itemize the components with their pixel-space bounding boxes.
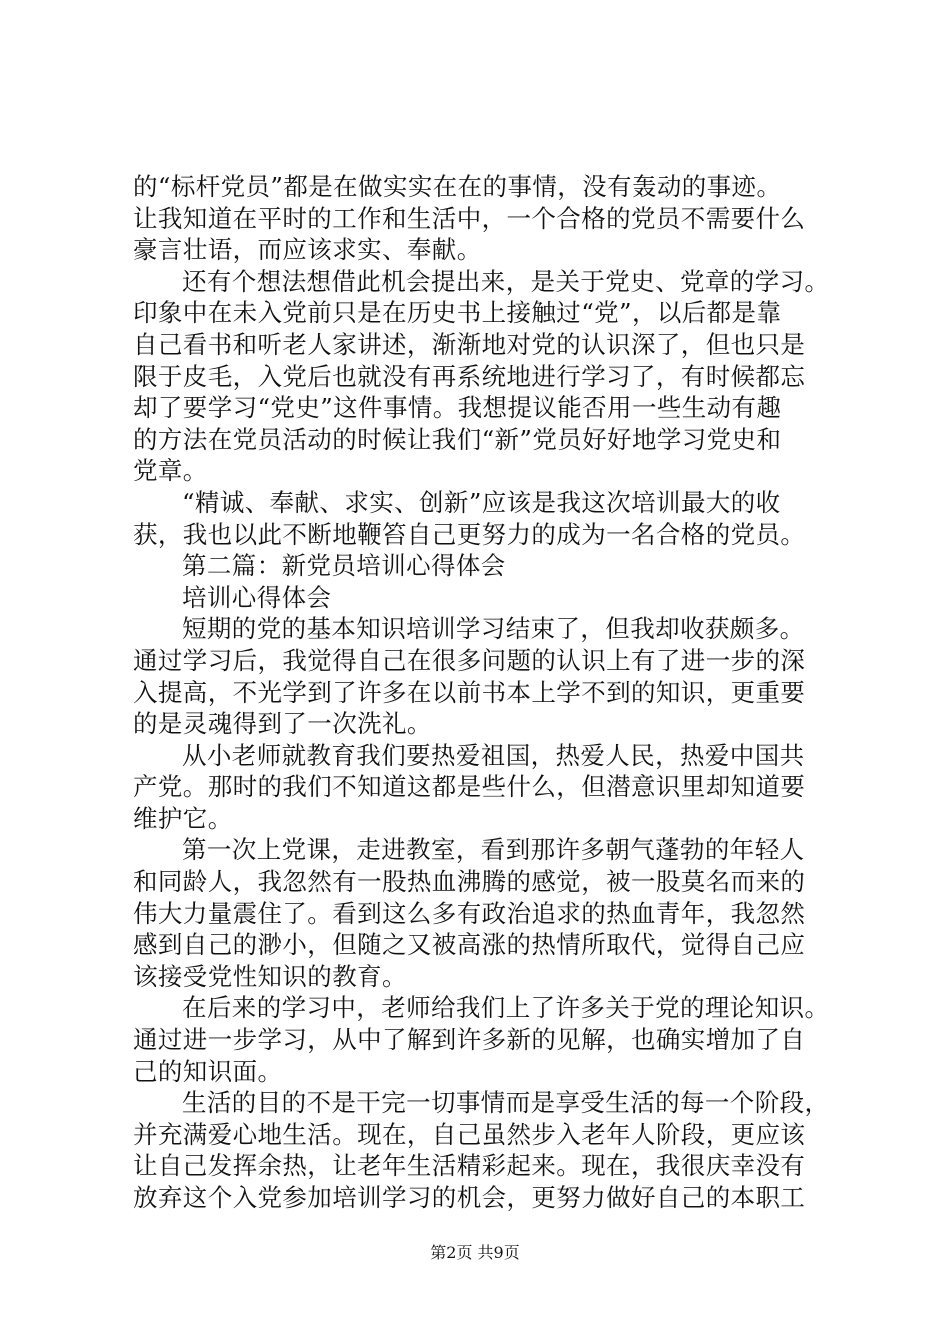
- text-line: 还有个想法想借此机会提出来，是关于党史、党章的学习。: [182, 266, 830, 296]
- page-footer: 第2页 共9页: [430, 1243, 520, 1262]
- text-line: 入提高，不光学到了许多在以前书本上学不到的知识，更重要: [133, 677, 806, 707]
- text-line: 和同龄人，我忽然有一股热血沸腾的感觉，被一股莫名而来的: [133, 867, 806, 897]
- text-line: 伟大力量震住了。看到这么多有政治追求的热血青年，我忽然: [133, 898, 806, 928]
- body-text: [133, 171, 833, 1214]
- text-line: 的方法在党员活动的时候让我们“新”党员好好地学习党史和: [133, 424, 782, 454]
- text-line: “精诚、奉献、求实、创新”应该是我这次培训最大的收: [182, 487, 781, 517]
- text-line: 的是灵魂得到了一次洗礼。: [133, 709, 432, 739]
- text-line: 让我知道在平时的工作和生活中，一个合格的党员不需要什么: [133, 203, 806, 233]
- text-line: 放弃这个入党参加培训学习的机会，更努力做好自己的本职工: [133, 1183, 806, 1212]
- text-line: 第一次上党课，走进教室，看到那许多朝气蓬勃的年轻人: [182, 835, 805, 865]
- text-line: 让自己发挥余热，让老年生活精彩起来。现在，我很庆幸没有: [133, 1151, 806, 1181]
- text-line: 党章。: [133, 456, 208, 486]
- text-line: 生活的目的不是干完一切事情而是享受生活的每一个阶段，: [182, 1088, 830, 1118]
- text-line: 印象中在未入党前只是在历史书上接触过“党”，以后都是靠: [133, 298, 782, 328]
- text-line: 感到自己的渺小，但随之又被高涨的热情所取代，觉得自己应: [133, 930, 806, 960]
- text-line: 短期的党的基本知识培训学习结束了，但我却收获颇多。: [182, 614, 805, 644]
- text-line: 并充满爱心地生活。现在，自己虽然步入老年人阶段，更应该: [133, 1119, 806, 1149]
- text-line: 产党。那时的我们不知道这都是些什么，但潜意识里却知道要: [133, 772, 806, 802]
- text-line: 培训心得体会: [182, 582, 332, 612]
- text-line: 的“标杆党员”都是在做实实在在的事情，没有轰动的事迹。: [133, 172, 782, 201]
- text-line: 通过学习后，我觉得自己在很多问题的认识上有了进一步的深: [133, 645, 806, 675]
- text-line: 从小老师就教育我们要热爱祖国，热爱人民，热爱中国共: [182, 740, 805, 770]
- text-line: 豪言壮语，而应该求实、奉献。: [133, 235, 482, 265]
- text-line: 限于皮毛，入党后也就没有再系统地进行学习了，有时候都忘: [133, 361, 806, 391]
- text-line: 通过进一步学习，从中了解到许多新的见解，也确实增加了自: [133, 1025, 806, 1055]
- text-line: 第二篇：新党员培训心得体会: [182, 551, 506, 581]
- text-line: 自己看书和听老人家讲述，渐渐地对党的认识深了，但也只是: [133, 329, 806, 359]
- text-line: 却了要学习“党史”这件事情。我想提议能否用一些生动有趣: [133, 393, 782, 423]
- text-line: 获，我也以此不断地鞭笞自己更努力的成为一名合格的党员。: [133, 519, 806, 549]
- text-line: 维护它。: [133, 803, 233, 833]
- text-line: 在后来的学习中，老师给我们上了许多关于党的理论知识。: [182, 993, 830, 1023]
- text-line: 该接受党性知识的教育。: [133, 961, 407, 991]
- text-line: 己的知识面。: [133, 1056, 283, 1086]
